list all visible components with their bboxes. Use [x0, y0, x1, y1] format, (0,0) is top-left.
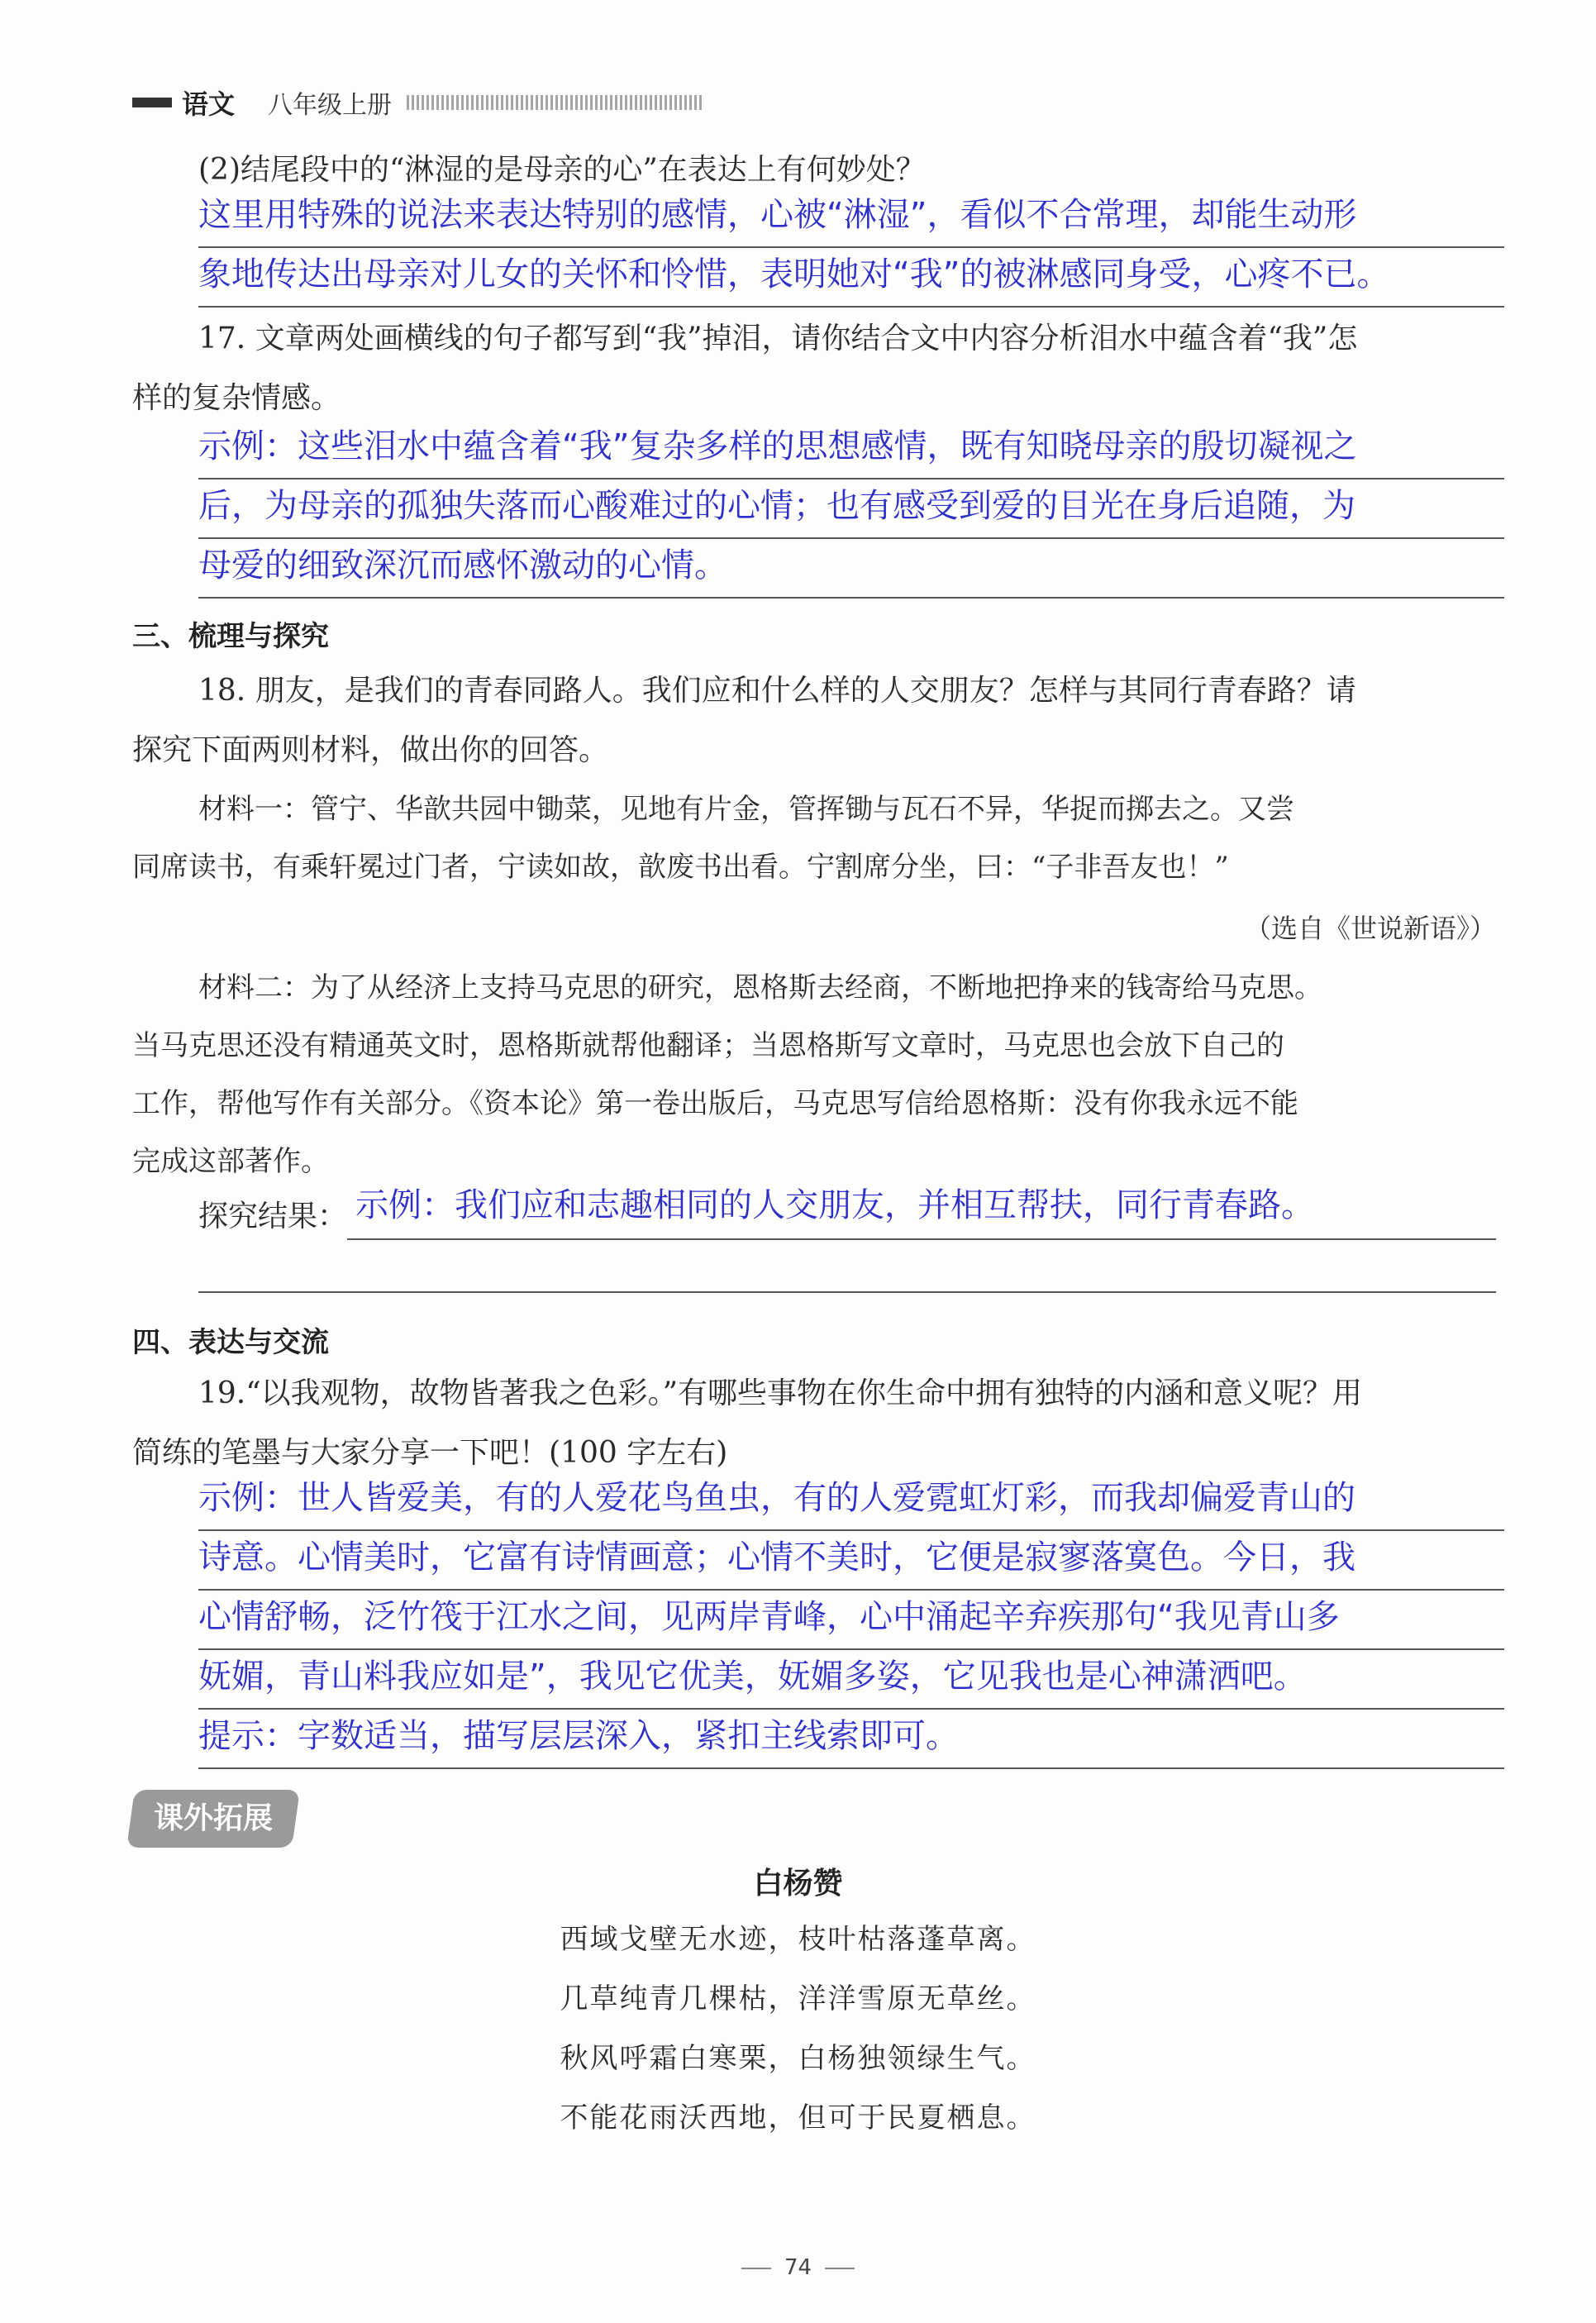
section-3-title: 三、梳理与探究 [132, 620, 329, 653]
answer-line: 提示：字数适当，描写层层深入，紧扣主线索即可。 [198, 1710, 1504, 1769]
exploration-result [198, 1181, 1496, 1240]
poem-line: 不能花雨沃西地，但可于民夏栖息。 [560, 2101, 1036, 2135]
question-line: 样的复杂情感。 [132, 381, 341, 415]
question-16-2: (2)结尾段中的“淋湿的是母亲的心”在表达上有何妙处？ [198, 153, 926, 187]
result-answer: 示例：我们应和志趣相同的人交朋友，并相互帮扶，同行青春路。 [347, 1179, 1496, 1240]
answer-line: 后，为母亲的孤独失落而心酸难过的心情；也有感受到爱的目光在身后追随，为 [198, 479, 1504, 539]
page-header [132, 84, 704, 121]
question-line: 18. 朋友，是我们的青春同路人。我们应和什么样的人交朋友？怎样与其同行青春路？请 [198, 674, 1356, 708]
result-label: 探究结果： [198, 1200, 348, 1233]
material-line: 材料二：为了从经济上支持马克思的研究，恩格斯去经商，不断地把挣来的钱寄给马克思。 [198, 971, 1322, 1004]
poem-line: 西域戈壁无水迹，枝叶枯落蓬草离。 [560, 1923, 1036, 1956]
poem-line: 秋风呼霜白寒栗，白杨独领绿生气。 [560, 2042, 1036, 2075]
material-line: 工作，帮他写作有关部分。《资本论》第一卷出版后，马克思写信给恩格斯：没有你我永远不能 [132, 1087, 1298, 1120]
answer-line: 母爱的细致深沉而感怀激动的心情。 [198, 539, 1504, 599]
material-line: 同席读书，有乘轩冕过门者，宁读如故，歆废书出看。宁割席分坐，曰：“子非吾友也！” [132, 851, 1229, 884]
header-subject: 语文 [182, 88, 236, 120]
answer-line: 这里用特殊的说法来表达特别的感情，心被“淋湿”，看似不合常理，却能生动形 [198, 188, 1504, 248]
page-number [0, 2255, 1596, 2280]
answer-line: 象地传达出母亲对儿女的关怀和怜惜，表明她对“我”的被淋感同身受，心疼不已。 [198, 248, 1504, 308]
answer-line: 妩媚，青山料我应如是”，我见它优美，妩媚多姿，它见我也是心神潇洒吧。 [198, 1650, 1504, 1710]
answer-19 [198, 1472, 1504, 1769]
question-17 [132, 309, 1496, 428]
answer-17 [198, 420, 1504, 599]
material-line: 当马克思还没有精通英文时，恩格斯就帮他翻译；当恩格斯写文章时，马克思也会放下自己的 [132, 1029, 1284, 1062]
blank-answer-line [198, 1291, 1496, 1293]
dash-decoration [825, 2268, 855, 2269]
section-4-title: 四、表达与交流 [132, 1326, 329, 1359]
header-dots-decoration [407, 95, 704, 110]
dash-decoration [741, 2268, 771, 2269]
material-1 [132, 780, 1496, 896]
header-grade: 八年级上册 [268, 91, 393, 120]
answer-line: 诗意。心情美时，它富有诗情画意；心情不美时，它便是寂寥落寞色。今日，我 [198, 1531, 1504, 1591]
question-line: 简练的笔墨与大家分享一下吧！(100 字左右) [132, 1436, 728, 1470]
material-line: 材料一：管宁、华歆共园中锄菜，见地有片金，管挥锄与瓦石不异，华捉而掷去之。又尝 [198, 793, 1294, 826]
page-number-value: 74 [784, 2255, 812, 2280]
poem-line: 几草纯青几棵枯，洋洋雪原无草丝。 [560, 1982, 1036, 2015]
material-1-source: （选自《世说新语》） [1244, 913, 1496, 944]
answer-line: 示例：世人皆爱美，有的人爱花鸟鱼虫，有的人爱霓虹灯彩，而我却偏爱青山的 [198, 1472, 1504, 1531]
question-18 [132, 661, 1496, 780]
question-line: 17. 文章两处画横线的句子都写到“我”掉泪，请你结合文中内容分析泪水中蕴含着“我”怎 [198, 322, 1358, 355]
question-line: 探究下面两则材料，做出你的回答。 [132, 733, 609, 767]
material-line: 完成这部著作。 [132, 1145, 329, 1178]
poem-title: 白杨赞 [753, 1867, 843, 1901]
answer-line: 示例：这些泪水中蕴含着“我”复杂多样的思想感情，既有知晓母亲的殷切凝视之 [198, 420, 1504, 479]
material-2 [132, 959, 1496, 1190]
header-bar-decoration [132, 98, 172, 107]
answer-line: 心情舒畅，泛竹筏于江水之间，见两岸青峰，心中涌起辛弃疾那句“我见青山多 [198, 1591, 1504, 1650]
badge-label: 课外拓展 [153, 1801, 273, 1835]
question-19 [132, 1364, 1496, 1483]
poem [0, 1910, 1596, 2148]
extension-badge [131, 1790, 296, 1848]
question-line: 19.“以我观物，故物皆著我之色彩。”有哪些事物在你生命中拥有独特的内涵和意义呢？用 [198, 1376, 1363, 1410]
answer-16-2 [198, 188, 1504, 308]
